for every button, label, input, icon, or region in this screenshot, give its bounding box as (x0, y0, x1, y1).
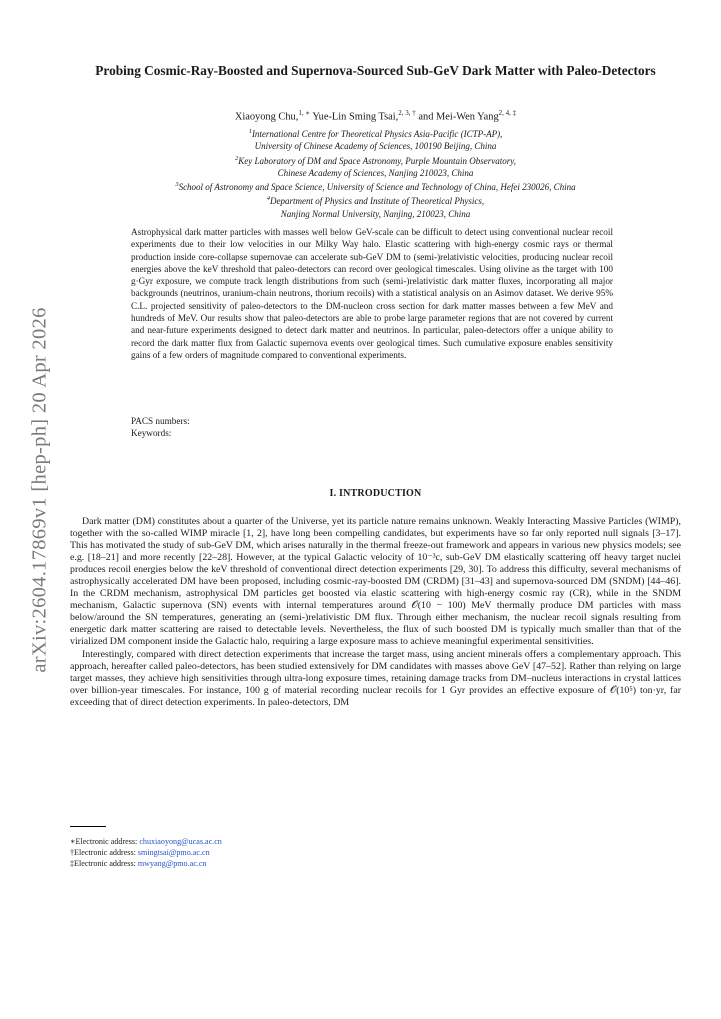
email-link[interactable]: mwyang@pmo.ac.cn (137, 859, 207, 868)
affiliations (70, 126, 681, 220)
pacs-numbers: PACS numbers: (131, 416, 190, 426)
footnote-label: ‡Electronic address: (70, 859, 138, 868)
body-text (70, 516, 681, 709)
footnote-divider (70, 826, 106, 827)
paper-metadata (131, 416, 190, 439)
affiliation-mark: 2 (235, 154, 239, 162)
footnote-label: ∗Electronic address: (70, 837, 140, 846)
affiliation-line: Chinese Academy of Sciences, Nanjing 210023, China (277, 167, 474, 178)
author-tsai: Yue-Lin Sming Tsai, (312, 111, 399, 123)
affiliation-line (70, 126, 681, 140)
arxiv-sidebar (20, 300, 60, 680)
email-link[interactable]: smingtsai@pmo.ac.cn (137, 848, 210, 857)
affiliation-line (70, 179, 681, 193)
author-tsai-marks: 2, 3, † (398, 109, 416, 117)
affiliation-line: Nanjing Normal University, Nanjing, 210023, China (280, 208, 471, 219)
author-list (70, 109, 681, 122)
affiliation-line (70, 193, 681, 207)
affiliation-mark: 4 (266, 195, 271, 203)
paper-title: Probing Cosmic-Ray-Boosted and Supernova-Sourced Sub-GeV Dark Matter with Paleo-Detectors (95, 63, 656, 78)
footnote (70, 836, 222, 847)
keywords: Keywords: (131, 427, 172, 438)
affiliation-text: School of Astronomy and Space Science, University of Science and Technology of China, Hefei 230026, China (178, 182, 576, 193)
affiliation-text: International Centre for Theoretical Physics Asia-Pacific (ICTP-AP), (251, 129, 503, 139)
author-chu: Xiaoyong Chu, (234, 111, 299, 123)
section-heading: I. INTRODUCTION (329, 488, 422, 499)
affiliation-line (70, 153, 681, 167)
paragraph: Dark matter (DM) constitutes about a quarter of the Universe, yet its particle nature remains unknown. Weakly Interacting Massive Particles (WIMP), together with the so-called WIMP miracle [1, 2], have long been compelling candidates, but experiments have so far only reported null signals [3–17]. This has motivated the study of sub-GeV DM, which arises naturally in the thermal freeze-out framework and appears in various new physics models; see e.g. [18–21] and more recently [22–28]. However, at the typical Galactic velocity of 10⁻³c, sub-GeV DM elastically scattering off heavy target nuclei produces recoil energies below the keV threshold of conventional direct detection experiments [29, 30]. To address this difficulty, several mechanisms of astrophysically accelerated DM have been proposed, including cosmic-ray-boosted DM (CRDM) [31–43] and supernova-sourced DM (SNDM) [44–46]. In the CRDM mechanism, astrophysical DM particles get boosted via elastic scattering with high-energy cosmic ray (CR), while in the SNDM mechanism, Galactic supernova (SN) events with internal temperatures around 𝒪(10 − 100) MeV thermally produce DM particles with mass below/around the SN temperatures, generating an (semi-)relativistic DM flux. Through either mechanism, the nuclear recoil signals resulting from energetic dark matter scattering are raised to detectable levels. Nevertheless, the flux of such boosted DM is typically much smaller than that of the virialized DM component inside the Galactic halo, requiring a large exposure mass to achieve meaningful experimental sensitivities. (70, 516, 681, 648)
abstract: Astrophysical dark matter particles with masses well below GeV-scale can be difficult to detect using conventional nuclear recoil experiments due to their low velocities in our Milky Way halo. Elastic scattering with high-energy cosmic rays or thermal production inside core-collapse supernovae can accelerate sub-GeV DM to (semi-)relativistic velocities, producing nuclear recoil energies above the keV threshold that paleo-detectors can record over geological timescales. Using olivine as the target with 100 g·Gyr exposure, we compute track length distributions from such (semi-)relativistic dark matter fluxes, incorporating all major backgrounds (neutrinos, uranium-chain neutrons, thorium recoils) with a statistical analysis on an Asimov dataset. We derive 95% C.L. projected sensitivity of paleo-detectors to the DM-nucleon cross section for dark matter masses between a few MeV and hundreds of MeV. Our results show that paleo-detectors are able to probe large parameter regions that are not covered by current and near-future experiments designed to detect dark matter and neutrinos. In particular, paleo-detectors offer a unique ability to record the dark matter flux from Galactic supernova events over geological times. Such cumulative exposure enables sensitivity gains of a few orders of magnitude compared to conventional experiments. (131, 227, 613, 360)
footnote-label: †Electronic address: (70, 848, 138, 857)
footnote (70, 847, 222, 858)
affiliation-mark: 3 (175, 181, 179, 189)
footnote (70, 858, 222, 869)
affiliation-text: Department of Physics and Institute of Theoretical Physics, (270, 196, 485, 207)
footnotes (70, 836, 222, 869)
paragraph: Interestingly, compared with direct detection experiments that increase the target mass, using ancient minerals offers a complementary approach. This approach, hereafter called paleo-detectors, has been studied extensively for DM candidates with masses above GeV [47–52]. Rather than relying on large target masses, they achieve high sensitivities through ultra-long exposure times, retaining damage tracks from DM–nucleus interactions in crystal lattices over billion-year timescales. For instance, 100 g of material recording nuclear recoils for 1 Gyr provides an effective exposure of 𝒪(10⁵) ton·yr, far exceeding that of direct detection experiments. In paleo-detectors, DM (70, 648, 681, 708)
arxiv-identifier: arXiv:2604.17869v1 [hep-ph] 20 Apr 2026 (28, 307, 51, 673)
affiliation-text: Key Laboratory of DM and Space Astronomy, Purple Mountain Observatory, (238, 155, 516, 166)
author-chu-marks: 1, ∗ (298, 109, 311, 117)
affiliation-line: University of Chinese Academy of Sciences, 100190 Beijing, China (254, 141, 497, 152)
email-link[interactable]: chuxiaoyong@ucas.ac.cn (139, 837, 222, 846)
author-yang: and Mei-Wen Yang (418, 111, 499, 123)
author-yang-marks: 2, 4, ‡ (498, 109, 517, 117)
affiliation-mark: 1 (248, 128, 252, 135)
